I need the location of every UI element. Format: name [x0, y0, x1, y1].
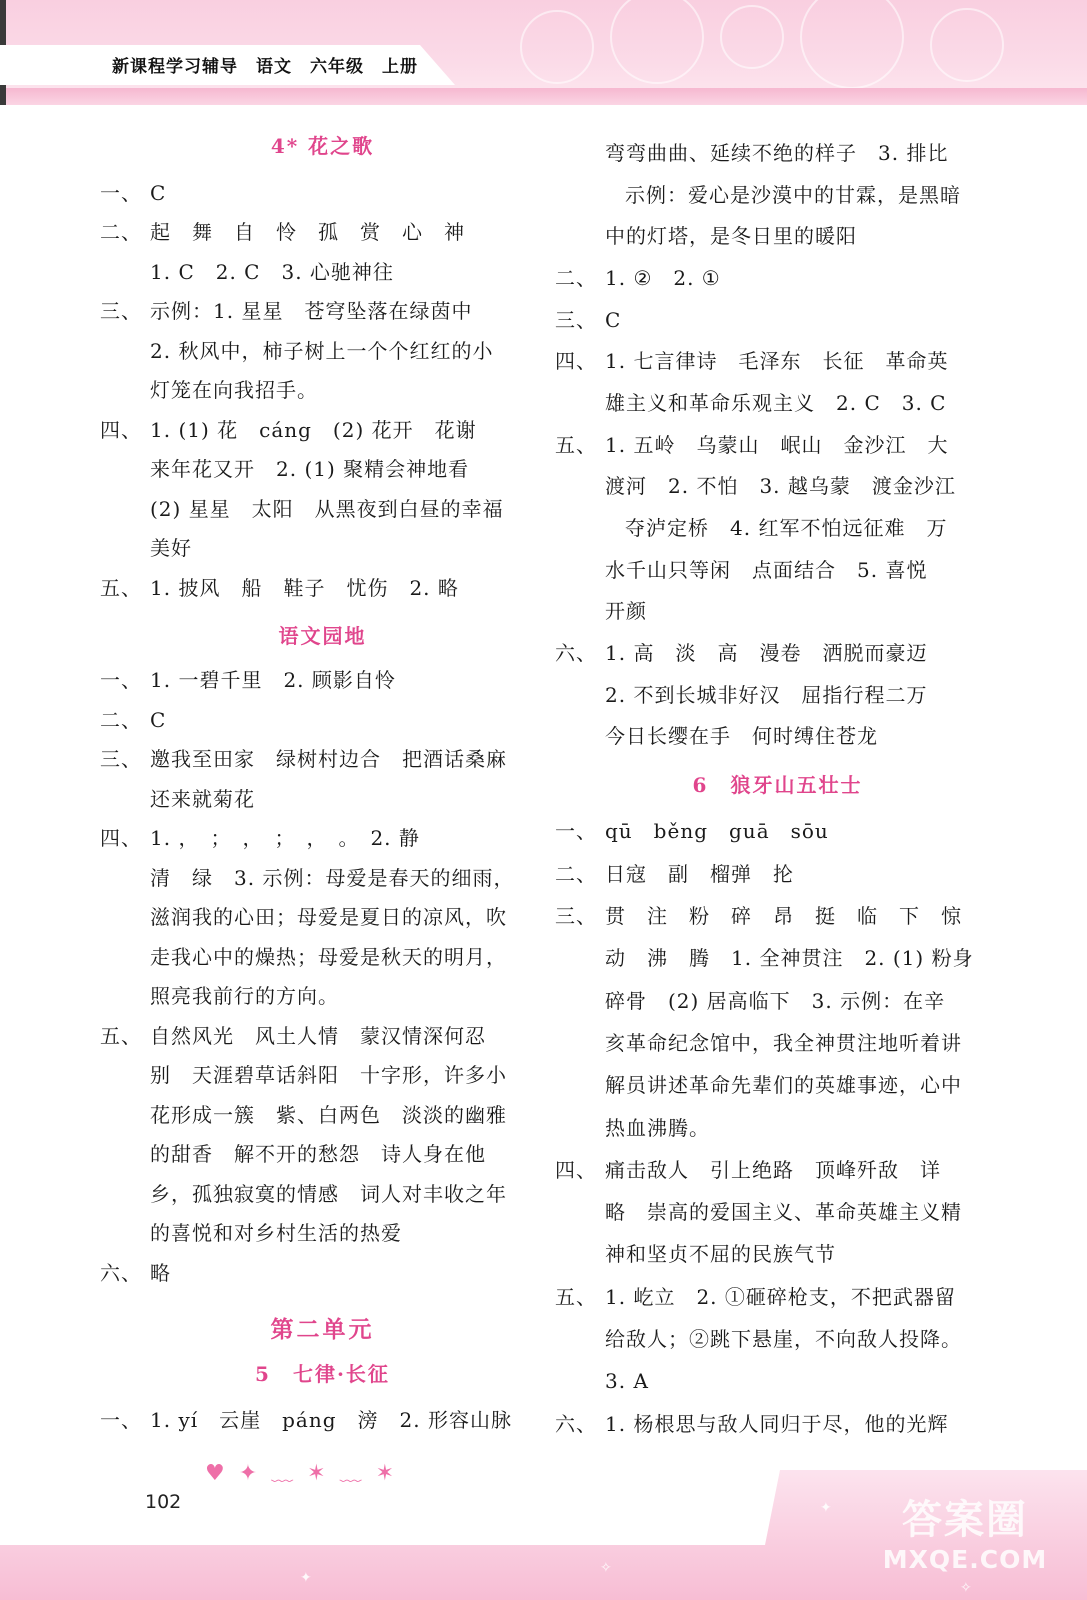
section-title-hua-zhi-ge: 4* 花之歌 [270, 134, 375, 158]
answer-text: 示例：爱心是沙漠中的甘霖，是黑暗 [625, 182, 961, 207]
answer-text: 1. (1) 花 cáng (2) 花开 花谢 [150, 417, 477, 442]
answer-line [100, 1016, 545, 1056]
watermark-bottom: MXQE.COM [882, 1545, 1048, 1574]
answer-line [555, 132, 1000, 174]
answer-line [555, 1106, 1000, 1148]
answer-line [100, 858, 545, 898]
answer-text: 给敌人；②跳下悬崖，不向敌人投降。 [605, 1327, 962, 1352]
answer-text: 今日长缨在手 何时缚住苍龙 [605, 724, 878, 749]
answer-text: 开颜 [605, 599, 647, 624]
question-number: 六、 [555, 641, 597, 666]
answer-list [555, 132, 1000, 757]
question-number: 二、 [555, 265, 597, 290]
answer-line [555, 507, 1000, 549]
answer-line [100, 1174, 545, 1214]
answer-text: 略 崇高的爱国主义、革命英雄主义精 [605, 1200, 962, 1225]
answer-line [100, 779, 545, 819]
section-title-langyashan: 6 狼牙山五壮士 [692, 773, 863, 798]
answer-text: 自然风光 风土人情 蒙汉情深何忍 [150, 1023, 486, 1048]
heart-star-decoration-icon: ♥✦﹏✶﹏✶ [205, 1461, 409, 1486]
answer-line [100, 371, 545, 411]
section-title-qilv-changzheng: 5 七律·长征 [255, 1361, 390, 1386]
answer-list [100, 1401, 545, 1441]
question-number: 一、 [100, 668, 142, 693]
answer-text: 2. 不到长城非好汉 屈指行程二万 [605, 682, 928, 707]
answer-text: 动 沸 腾 1. 全神贯注 2. (1) 粉身 [605, 946, 974, 971]
answer-line [100, 450, 545, 490]
answer-line [555, 174, 1000, 216]
answer-text: 的喜悦和对乡村生活的热爱 [150, 1221, 402, 1246]
answer-text: 1. ， ； ， ； ， 。 2. 静 [150, 826, 420, 851]
answer-text: 1. 七言律诗 毛泽东 长征 革命英 [605, 349, 949, 374]
answer-line [100, 977, 545, 1017]
answer-line [100, 529, 545, 569]
question-number: 六、 [100, 1260, 142, 1285]
question-number: 一、 [100, 1408, 142, 1433]
answer-text: 1. 屹立 2. ①砸碎枪支，不把武器留 [605, 1284, 956, 1309]
answer-line [555, 424, 1000, 466]
answer-text: 1. ② 2. ① [605, 265, 721, 290]
answer-line [100, 819, 545, 859]
answer-text: 略 [150, 1260, 171, 1285]
answer-line [100, 489, 545, 529]
question-number: 二、 [100, 220, 142, 245]
answer-text: C [605, 307, 622, 332]
answer-line [100, 1095, 545, 1135]
answer-text: 贯 注 粉 碎 昂 挺 临 下 惊 [605, 904, 962, 929]
answer-line [555, 1064, 1000, 1106]
question-number: 二、 [555, 861, 597, 886]
question-number: 一、 [555, 819, 597, 844]
answer-text: 的甜香 解不开的愁怨 诗人身在他 [150, 1142, 486, 1167]
left-column [100, 130, 545, 1440]
answer-line [555, 1360, 1000, 1402]
answer-line [100, 568, 545, 608]
question-number: 二、 [100, 707, 142, 732]
question-number: 五、 [555, 1284, 597, 1309]
answer-text: 神和坚贞不屈的民族气节 [605, 1242, 836, 1267]
answer-text: 2. 秋风中，柿子树上一个个红红的小 [150, 338, 494, 363]
answer-text: 1. C 2. C 3. 心驰神往 [150, 259, 394, 284]
right-column [555, 132, 1000, 1445]
answer-text: 碎骨 (2) 居高临下 3. 示例：在辛 [605, 988, 946, 1013]
answer-text: 亥革命纪念馆中，我全神贯注地听着讲 [605, 1030, 962, 1055]
question-number: 五、 [100, 1023, 142, 1048]
answer-line [555, 632, 1000, 674]
answer-text: 还来就菊花 [150, 786, 255, 811]
answer-line [555, 716, 1000, 758]
answer-text: 走我心中的燥热；母爱是秋天的明月， [150, 944, 507, 969]
answer-line [555, 1402, 1000, 1444]
answer-line [555, 1149, 1000, 1191]
answer-line [100, 1056, 545, 1096]
question-number: 四、 [100, 826, 142, 851]
sparkle-icon: ✦ [820, 1500, 832, 1516]
answer-line [100, 1214, 545, 1254]
answer-line [555, 895, 1000, 937]
answer-text: 热血沸腾。 [605, 1115, 710, 1140]
answer-text: 来年花又开 2. (1) 聚精会神地看 [150, 457, 470, 482]
answer-text: 滋润我的心田；母爱是夏日的凉风，吹 [150, 905, 507, 930]
answer-line [100, 1135, 545, 1175]
answer-line [100, 1401, 545, 1441]
answer-line [100, 937, 545, 977]
answer-line [555, 674, 1000, 716]
answer-text: 夺泸定桥 4. 红军不怕远征难 万 [625, 516, 948, 541]
section-title-yuwen-yuandi: 语文园地 [278, 623, 367, 648]
answer-text: 1. 杨根思与敌人同归于尽，他的光辉 [605, 1411, 949, 1436]
answer-line [555, 810, 1000, 852]
answer-text: 邀我至田家 绿树村边合 把酒话桑麻 [150, 747, 507, 772]
answer-text: C [150, 707, 167, 732]
answer-line [100, 661, 545, 701]
answer-line [555, 853, 1000, 895]
answer-line [100, 252, 545, 292]
answer-text: 1. 五岭 乌蒙山 岷山 金沙江 大 [605, 432, 949, 457]
answer-text: 照亮我前行的方向。 [150, 984, 339, 1009]
answer-line [100, 410, 545, 450]
answer-text: 3. A [605, 1369, 649, 1394]
answer-list [100, 661, 545, 1293]
answer-list [100, 173, 545, 608]
answer-line [100, 700, 545, 740]
answer-line [555, 382, 1000, 424]
answer-text: 弯弯曲曲、延续不绝的样子 3. 排比 [605, 140, 949, 165]
answer-text: 日寇 副 榴弹 抡 [605, 861, 794, 886]
answer-text: C [150, 180, 167, 205]
answer-line [100, 331, 545, 371]
answer-line [555, 549, 1000, 591]
answer-line [100, 898, 545, 938]
unit-title: 第二单元 [270, 1315, 375, 1343]
answer-line [555, 466, 1000, 508]
answer-text: 渡河 2. 不怕 3. 越乌蒙 渡金沙江 [605, 474, 956, 499]
answer-text: 1. 高 淡 高 漫卷 洒脱而豪迈 [605, 641, 928, 666]
answer-text: 示例：1. 星星 苍穹坠落在绿茵中 [150, 299, 473, 324]
answer-text: 花形成一簇 紫、白两色 淡淡的幽雅 [150, 1102, 507, 1127]
question-number: 四、 [555, 1157, 597, 1182]
sparkle-icon: ✧ [600, 1560, 612, 1576]
answer-text: 灯笼在向我招手。 [150, 378, 318, 403]
answer-text: (2) 星星 太阳 从黑夜到白昼的幸福 [150, 496, 504, 521]
answer-line [555, 1022, 1000, 1064]
answer-text: 清 绿 3. 示例：母爱是春天的细雨， [150, 865, 515, 890]
question-number: 六、 [555, 1411, 597, 1436]
answer-line [555, 591, 1000, 633]
answer-line [555, 257, 1000, 299]
answer-line [555, 1233, 1000, 1275]
answer-text: 雄主义和革命乐观主义 2. C 3. C [605, 390, 947, 415]
answer-text: 美好 [150, 536, 192, 561]
page-number: 102 [145, 1491, 182, 1513]
answer-text: qū běng guā sōu [605, 819, 829, 844]
watermark-top: 答案圈 [902, 1497, 1028, 1543]
question-number: 三、 [555, 307, 597, 332]
answer-text: 痛击敌人 引上绝路 顶峰歼敌 详 [605, 1157, 941, 1182]
question-number: 五、 [555, 432, 597, 457]
answer-text: 别 天涯碧草话斜阳 十字形，许多小 [150, 1063, 507, 1088]
watermark-logo [865, 1488, 1065, 1574]
answer-line [100, 173, 545, 213]
answer-line [100, 1253, 545, 1293]
answer-list [555, 810, 1000, 1444]
sparkle-icon: ✦ [300, 1570, 312, 1586]
answer-text: 解员讲述革命先辈们的英雄事迹，心中 [605, 1073, 962, 1098]
question-number: 三、 [100, 299, 142, 324]
sparkle-icon: ✧ [960, 1580, 972, 1596]
answer-line [555, 1318, 1000, 1360]
question-number: 四、 [100, 417, 142, 442]
answer-text: 起 舞 自 怜 孤 赏 心 神 [150, 220, 465, 245]
answer-line [100, 213, 545, 253]
answer-text: 1. 一碧千里 2. 顾影自怜 [150, 668, 396, 693]
answer-line [555, 299, 1000, 341]
answer-line [555, 340, 1000, 382]
question-number: 一、 [100, 180, 142, 205]
answer-line [555, 980, 1000, 1022]
answer-line [555, 215, 1000, 257]
answer-line [555, 1276, 1000, 1318]
answer-text: 1. yí 云崖 páng 滂 2. 形容山脉 [150, 1408, 512, 1433]
answer-line [100, 740, 545, 780]
question-number: 三、 [100, 747, 142, 772]
book-title: 新课程学习辅导 语文 六年级 上册 [112, 57, 418, 77]
answer-text: 乡，孤独寂寞的情感 词人对丰收之年 [150, 1181, 507, 1206]
question-number: 四、 [555, 349, 597, 374]
answer-line [100, 292, 545, 332]
answer-text: 1. 披风 船 鞋子 忧伤 2. 略 [150, 575, 459, 600]
answer-line [555, 937, 1000, 979]
question-number: 五、 [100, 575, 142, 600]
answer-line [555, 1191, 1000, 1233]
answer-text: 水千山只等闲 点面结合 5. 喜悦 [605, 557, 928, 582]
answer-text: 中的灯塔，是冬日里的暖阳 [605, 224, 857, 249]
question-number: 三、 [555, 904, 597, 929]
